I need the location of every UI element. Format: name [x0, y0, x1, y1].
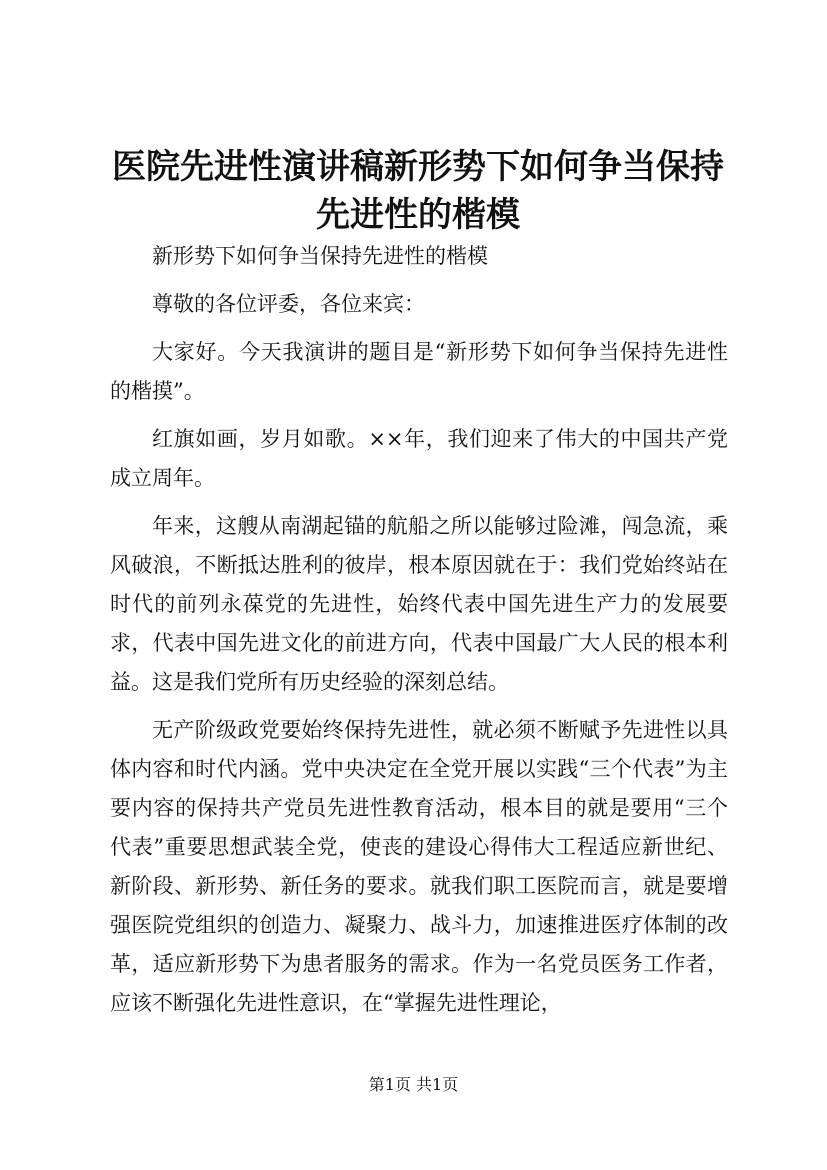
paragraph-salutation: 尊敬的各位评委，各位来宾：	[152, 292, 425, 316]
paragraph-greeting: 大家好。今天我演讲的题目是“新形势下如何争当保持先进性的楷摸”。	[110, 340, 728, 403]
paragraph-anniversary: 红旗如画，岁月如歌。××年，我们迎来了伟大的中国共产党成立周年。	[110, 427, 728, 490]
page-footer: 第1页 共1页	[368, 1075, 459, 1094]
document-title: 医院先进性演讲稿新形势下如何争当保持先进性的楷模	[112, 147, 724, 235]
document-body	[110, 237, 728, 1032]
paragraph-advancement: 无产阶级政党要始终保持先进性，就必须不断赋予先进性以具体内容和时代内涵。党中央决定在全党开展以实践“三个代表”为主要内容的保持共产党员先进性教育活动，根本目的就是要用“三个代表”重要思想武装全党，使丧的建设心得伟大工程适应新世纪、新阶段、新形势、新任务的要求。就我们职工医院而言，就是要增强医院党组织的创造力、凝聚力、战斗力，加速推进医疗体制的改革，适应新形势下为患者服务的需求。作为一名党员医务工作者，应该不断强化先进性意识，在“掌握先进性理论，	[110, 718, 728, 1015]
paragraph-history: 年来，这艘从南湖起锚的航船之所以能够过险滩，闯急流，乘风破浪，不断抵达胜利的彼岸，根本原因就在于：我们党始终站在时代的前列永葆党的先进性，始终代表中国先进生产力的发展要求，代表中国先进文化的前进方向，代表中国最广大人民的根本利益。这是我们党所有历史经验的深刻总结。	[110, 514, 728, 694]
paragraph-subtitle: 新形势下如何争当保持先进性的楷模	[152, 244, 488, 268]
